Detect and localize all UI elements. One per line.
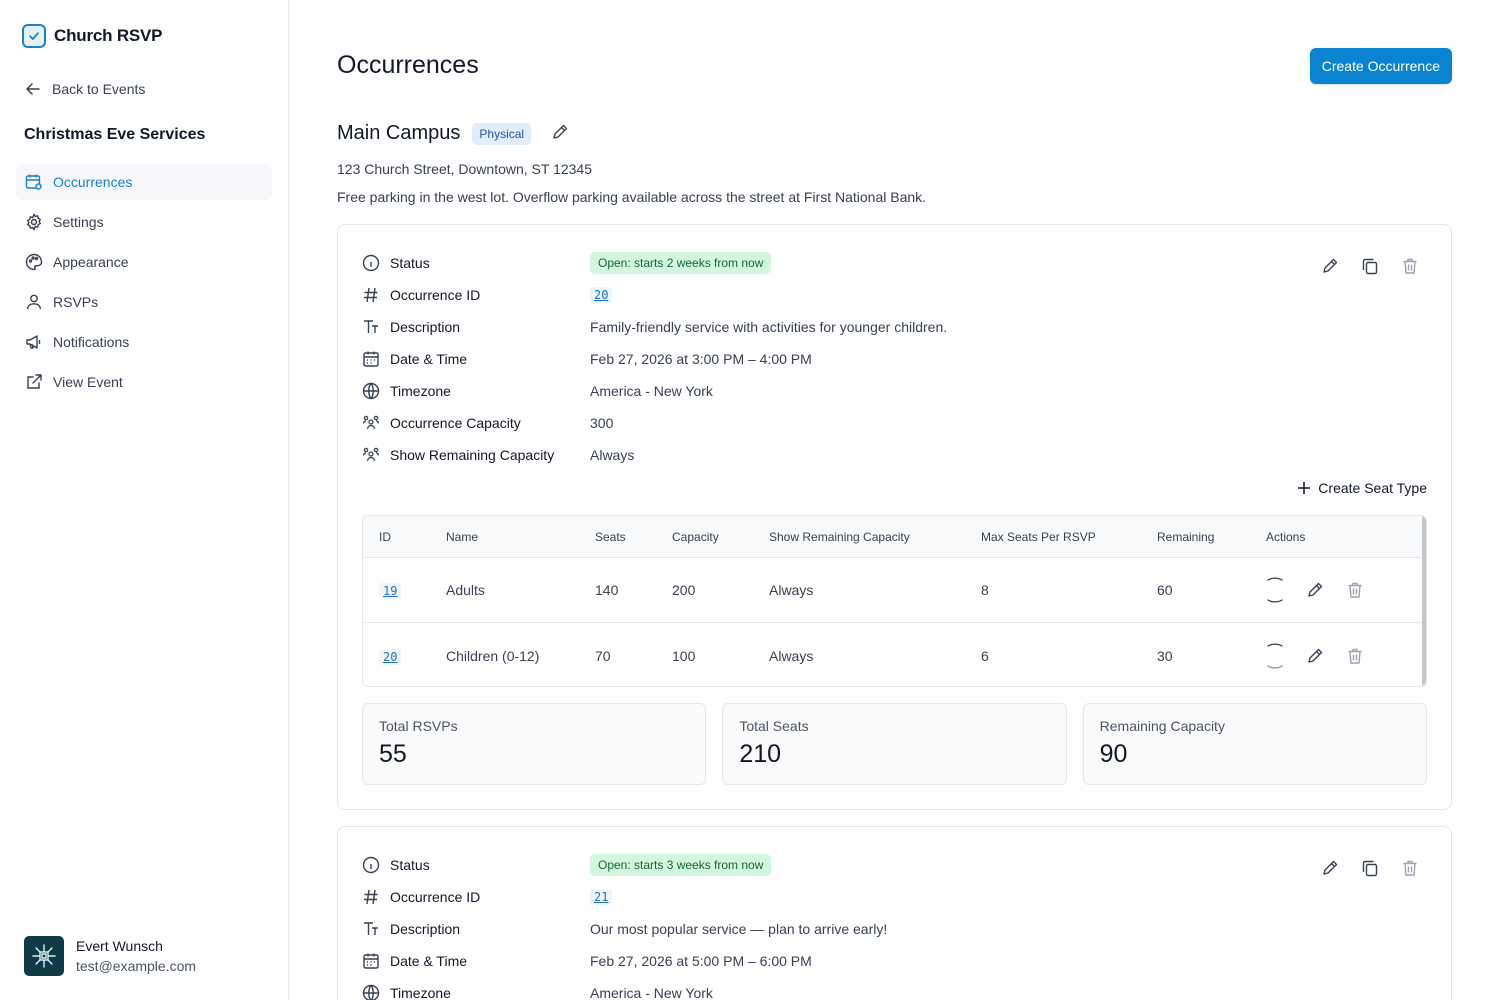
- seat-type-seats: 70: [595, 647, 611, 664]
- duplicate-occurrence-button[interactable]: [1361, 257, 1379, 275]
- field-label: Occurrence ID: [390, 287, 481, 303]
- field-label: Date & Time: [390, 953, 468, 969]
- sidebar-item-rsvps[interactable]: [16, 284, 272, 320]
- edit-occurrence-button[interactable]: [1321, 859, 1339, 877]
- field-status: [362, 849, 887, 881]
- edit-seat-type-button[interactable]: [1306, 647, 1324, 665]
- copy-icon: [1361, 859, 1379, 877]
- column-header: Name: [446, 529, 479, 544]
- back-to-events-label: Back to Events: [52, 81, 146, 97]
- delete-seat-type-button[interactable]: [1346, 581, 1364, 599]
- trash-icon: [1401, 859, 1419, 877]
- duplicate-occurrence-button[interactable]: [1361, 859, 1379, 877]
- seat-type-table: [362, 515, 1427, 687]
- create-seat-type-label: Create Seat Type: [1318, 480, 1427, 496]
- edit-seat-type-button[interactable]: [1306, 581, 1324, 599]
- delete-occurrence-button[interactable]: [1401, 257, 1419, 275]
- occurrence-actions: [1321, 859, 1419, 877]
- edit-occurrence-button[interactable]: [1321, 257, 1339, 275]
- field-label: Date & Time: [390, 351, 468, 367]
- stat-value: 90: [1099, 740, 1128, 768]
- pencil-icon: [1321, 859, 1339, 877]
- seat-type-capacity: 200: [672, 582, 696, 598]
- sidebar-item-appearance[interactable]: [16, 244, 272, 280]
- column-header: Seats: [595, 529, 626, 544]
- delete-seat-type-button[interactable]: [1346, 647, 1364, 665]
- sidebar-item-settings[interactable]: [16, 204, 272, 240]
- field-description: [362, 311, 947, 343]
- hash-icon: [362, 888, 380, 906]
- field-show-remaining: [362, 439, 947, 471]
- occurrence-description: Family-friendly service with activities for younger children.: [590, 319, 948, 335]
- field-label: Occurrence ID: [390, 889, 481, 905]
- page-title: Occurrences: [337, 51, 479, 79]
- reorder-handle[interactable]: [1266, 642, 1284, 670]
- seat-type-seats: 140: [595, 582, 619, 598]
- field-label: Timezone: [390, 383, 451, 399]
- occurrence-card: [337, 826, 1452, 1000]
- field-label: Status: [390, 857, 430, 873]
- stat-label: Remaining Capacity: [1099, 718, 1225, 734]
- field-timezone: [362, 375, 947, 407]
- info-icon: [362, 254, 380, 272]
- sidebar-item-label: Notifications: [53, 334, 130, 350]
- field-label: Description: [390, 319, 461, 335]
- trash-icon: [1346, 581, 1364, 599]
- location-note: Free parking in the west lot. Overflow parking available across the street at First National Bank.: [337, 189, 927, 205]
- field-description: [362, 913, 887, 945]
- column-header: Max Seats Per RSVP: [981, 529, 1096, 544]
- location-type-badge: Physical: [472, 123, 531, 145]
- trash-icon: [1346, 647, 1364, 665]
- occurrence-fields: [362, 849, 887, 1000]
- globe-icon: [362, 984, 380, 1000]
- hash-icon: [362, 286, 380, 304]
- sidebar-item-view-event[interactable]: [16, 364, 272, 400]
- user-email: test@example.com: [76, 958, 197, 974]
- field-label: Timezone: [390, 985, 451, 1000]
- location-name: Main Campus: [337, 122, 461, 144]
- field-label: Status: [390, 255, 430, 271]
- occurrence-datetime: Feb 27, 2026 at 5:00 PM – 6:00 PM: [590, 953, 812, 969]
- occurrence-card: [337, 224, 1452, 810]
- arrow-left-icon: [24, 80, 42, 98]
- occurrence-id-link[interactable]: 21: [590, 889, 612, 905]
- sidebar-item-occurrences[interactable]: [16, 164, 272, 200]
- user-icon: [25, 293, 43, 311]
- column-header: Remaining: [1157, 529, 1215, 544]
- seat-type-name: Adults: [446, 582, 485, 598]
- location-address: 123 Church Street, Downtown, ST 12345: [337, 161, 593, 177]
- stat-value: 55: [379, 740, 407, 768]
- status-badge: Open: starts 2 weeks from now: [590, 252, 771, 274]
- stat-label: Total RSVPs: [379, 718, 458, 734]
- info-icon: [362, 856, 380, 874]
- occurrence-capacity: 300: [590, 415, 614, 431]
- copy-icon: [1361, 257, 1379, 275]
- table-header: [363, 516, 1426, 558]
- text-size-icon: [362, 318, 380, 336]
- stat-total-seats: [722, 703, 1066, 785]
- back-to-events-link[interactable]: [24, 80, 145, 98]
- column-header: Actions: [1266, 529, 1306, 544]
- status-badge: Open: starts 3 weeks from now: [590, 854, 771, 876]
- gear-icon: [25, 213, 43, 231]
- palette-icon: [25, 253, 43, 271]
- calendar-icon: [362, 350, 380, 368]
- column-header: Show Remaining Capacity: [769, 529, 910, 544]
- text-size-icon: [362, 920, 380, 938]
- create-occurrence-button[interactable]: Create Occurrence: [1310, 48, 1452, 84]
- seat-type-id-link[interactable]: 19: [379, 583, 401, 599]
- field-occurrence-id: [362, 279, 947, 311]
- field-label: Show Remaining Capacity: [390, 447, 555, 463]
- occurrence-actions: [1321, 257, 1419, 275]
- field-timezone: [362, 977, 887, 1000]
- sidebar-item-label: View Event: [53, 374, 123, 390]
- occurrence-id-link[interactable]: 20: [590, 287, 612, 303]
- field-capacity: [362, 407, 947, 439]
- pencil-icon: [1306, 581, 1324, 599]
- external-link-icon: [25, 373, 43, 391]
- check-logo-icon: [22, 24, 46, 48]
- calendar-gear-icon: [25, 173, 43, 191]
- table-row: [363, 623, 1426, 687]
- avatar-pattern-icon: [30, 942, 58, 970]
- avatar: [24, 936, 64, 976]
- occurrence-timezone: America - New York: [590, 383, 713, 399]
- field-occurrence-id: [362, 881, 887, 913]
- seat-type-max-seats: 6: [981, 647, 989, 664]
- column-header: Capacity: [672, 529, 719, 544]
- chevron-up-down-icon: [1266, 642, 1284, 670]
- delete-occurrence-button[interactable]: [1401, 859, 1419, 877]
- field-label: Description: [390, 921, 461, 937]
- sidebar-nav: [16, 164, 272, 404]
- plus-icon: [1296, 480, 1312, 496]
- main-content: [289, 0, 1500, 1000]
- field-date-time: [362, 945, 887, 977]
- column-header: ID: [379, 529, 391, 544]
- users-icon: [362, 446, 380, 464]
- calendar-icon: [362, 952, 380, 970]
- occurrence-show-remaining: Always: [590, 447, 635, 463]
- chevron-up-down-icon: [1266, 576, 1284, 604]
- sidebar-item-label: Appearance: [53, 254, 129, 270]
- seat-type-max-seats: 8: [981, 582, 989, 598]
- create-seat-type-button[interactable]: [1296, 480, 1427, 496]
- table-row: [363, 558, 1426, 623]
- sidebar-item-label: Occurrences: [53, 174, 133, 190]
- row-actions: [1266, 576, 1426, 604]
- megaphone-icon: [25, 333, 43, 351]
- seat-type-show-remaining: Always: [769, 647, 814, 664]
- sidebar-item-notifications[interactable]: [16, 324, 272, 360]
- location-header: [337, 122, 569, 145]
- user-profile[interactable]: [24, 936, 196, 976]
- event-title: Christmas Eve Services: [24, 126, 206, 143]
- stat-label: Total Seats: [739, 718, 809, 734]
- sidebar-item-label: Settings: [53, 214, 104, 230]
- field-date-time: [362, 343, 947, 375]
- reorder-handle[interactable]: [1266, 576, 1284, 604]
- field-label: Occurrence Capacity: [390, 415, 521, 431]
- stat-value: 210: [739, 740, 782, 768]
- field-status: [362, 247, 947, 279]
- pencil-icon: [551, 123, 569, 141]
- occurrence-datetime: Feb 27, 2026 at 3:00 PM – 4:00 PM: [590, 351, 812, 367]
- app-name: Church RSVP: [54, 26, 163, 45]
- users-icon: [362, 414, 380, 432]
- pencil-icon: [1306, 647, 1324, 665]
- row-actions: [1266, 642, 1426, 670]
- sidebar-item-label: RSVPs: [53, 294, 99, 310]
- globe-icon: [362, 382, 380, 400]
- seat-type-capacity: 100: [672, 647, 696, 664]
- trash-icon: [1401, 257, 1419, 275]
- edit-location-button[interactable]: [551, 123, 569, 144]
- seat-type-show-remaining: Always: [769, 582, 814, 598]
- pencil-icon: [1321, 257, 1339, 275]
- seat-type-remaining: 30: [1157, 647, 1173, 664]
- seat-type-name: Children (0-12): [446, 647, 540, 664]
- user-name: Evert Wunsch: [76, 938, 163, 954]
- seat-type-remaining: 60: [1157, 582, 1173, 598]
- seat-type-id-link[interactable]: 20: [379, 649, 401, 665]
- occurrence-timezone: America - New York: [590, 985, 713, 1000]
- brand[interactable]: [22, 24, 162, 48]
- sidebar: [0, 0, 289, 1000]
- occurrence-stats: [362, 703, 1427, 785]
- occurrence-fields: [362, 247, 947, 471]
- stat-total-rsvps: [362, 703, 706, 785]
- stat-remaining-capacity: [1083, 703, 1427, 785]
- occurrence-description: Our most popular service — plan to arrive early!: [590, 921, 888, 937]
